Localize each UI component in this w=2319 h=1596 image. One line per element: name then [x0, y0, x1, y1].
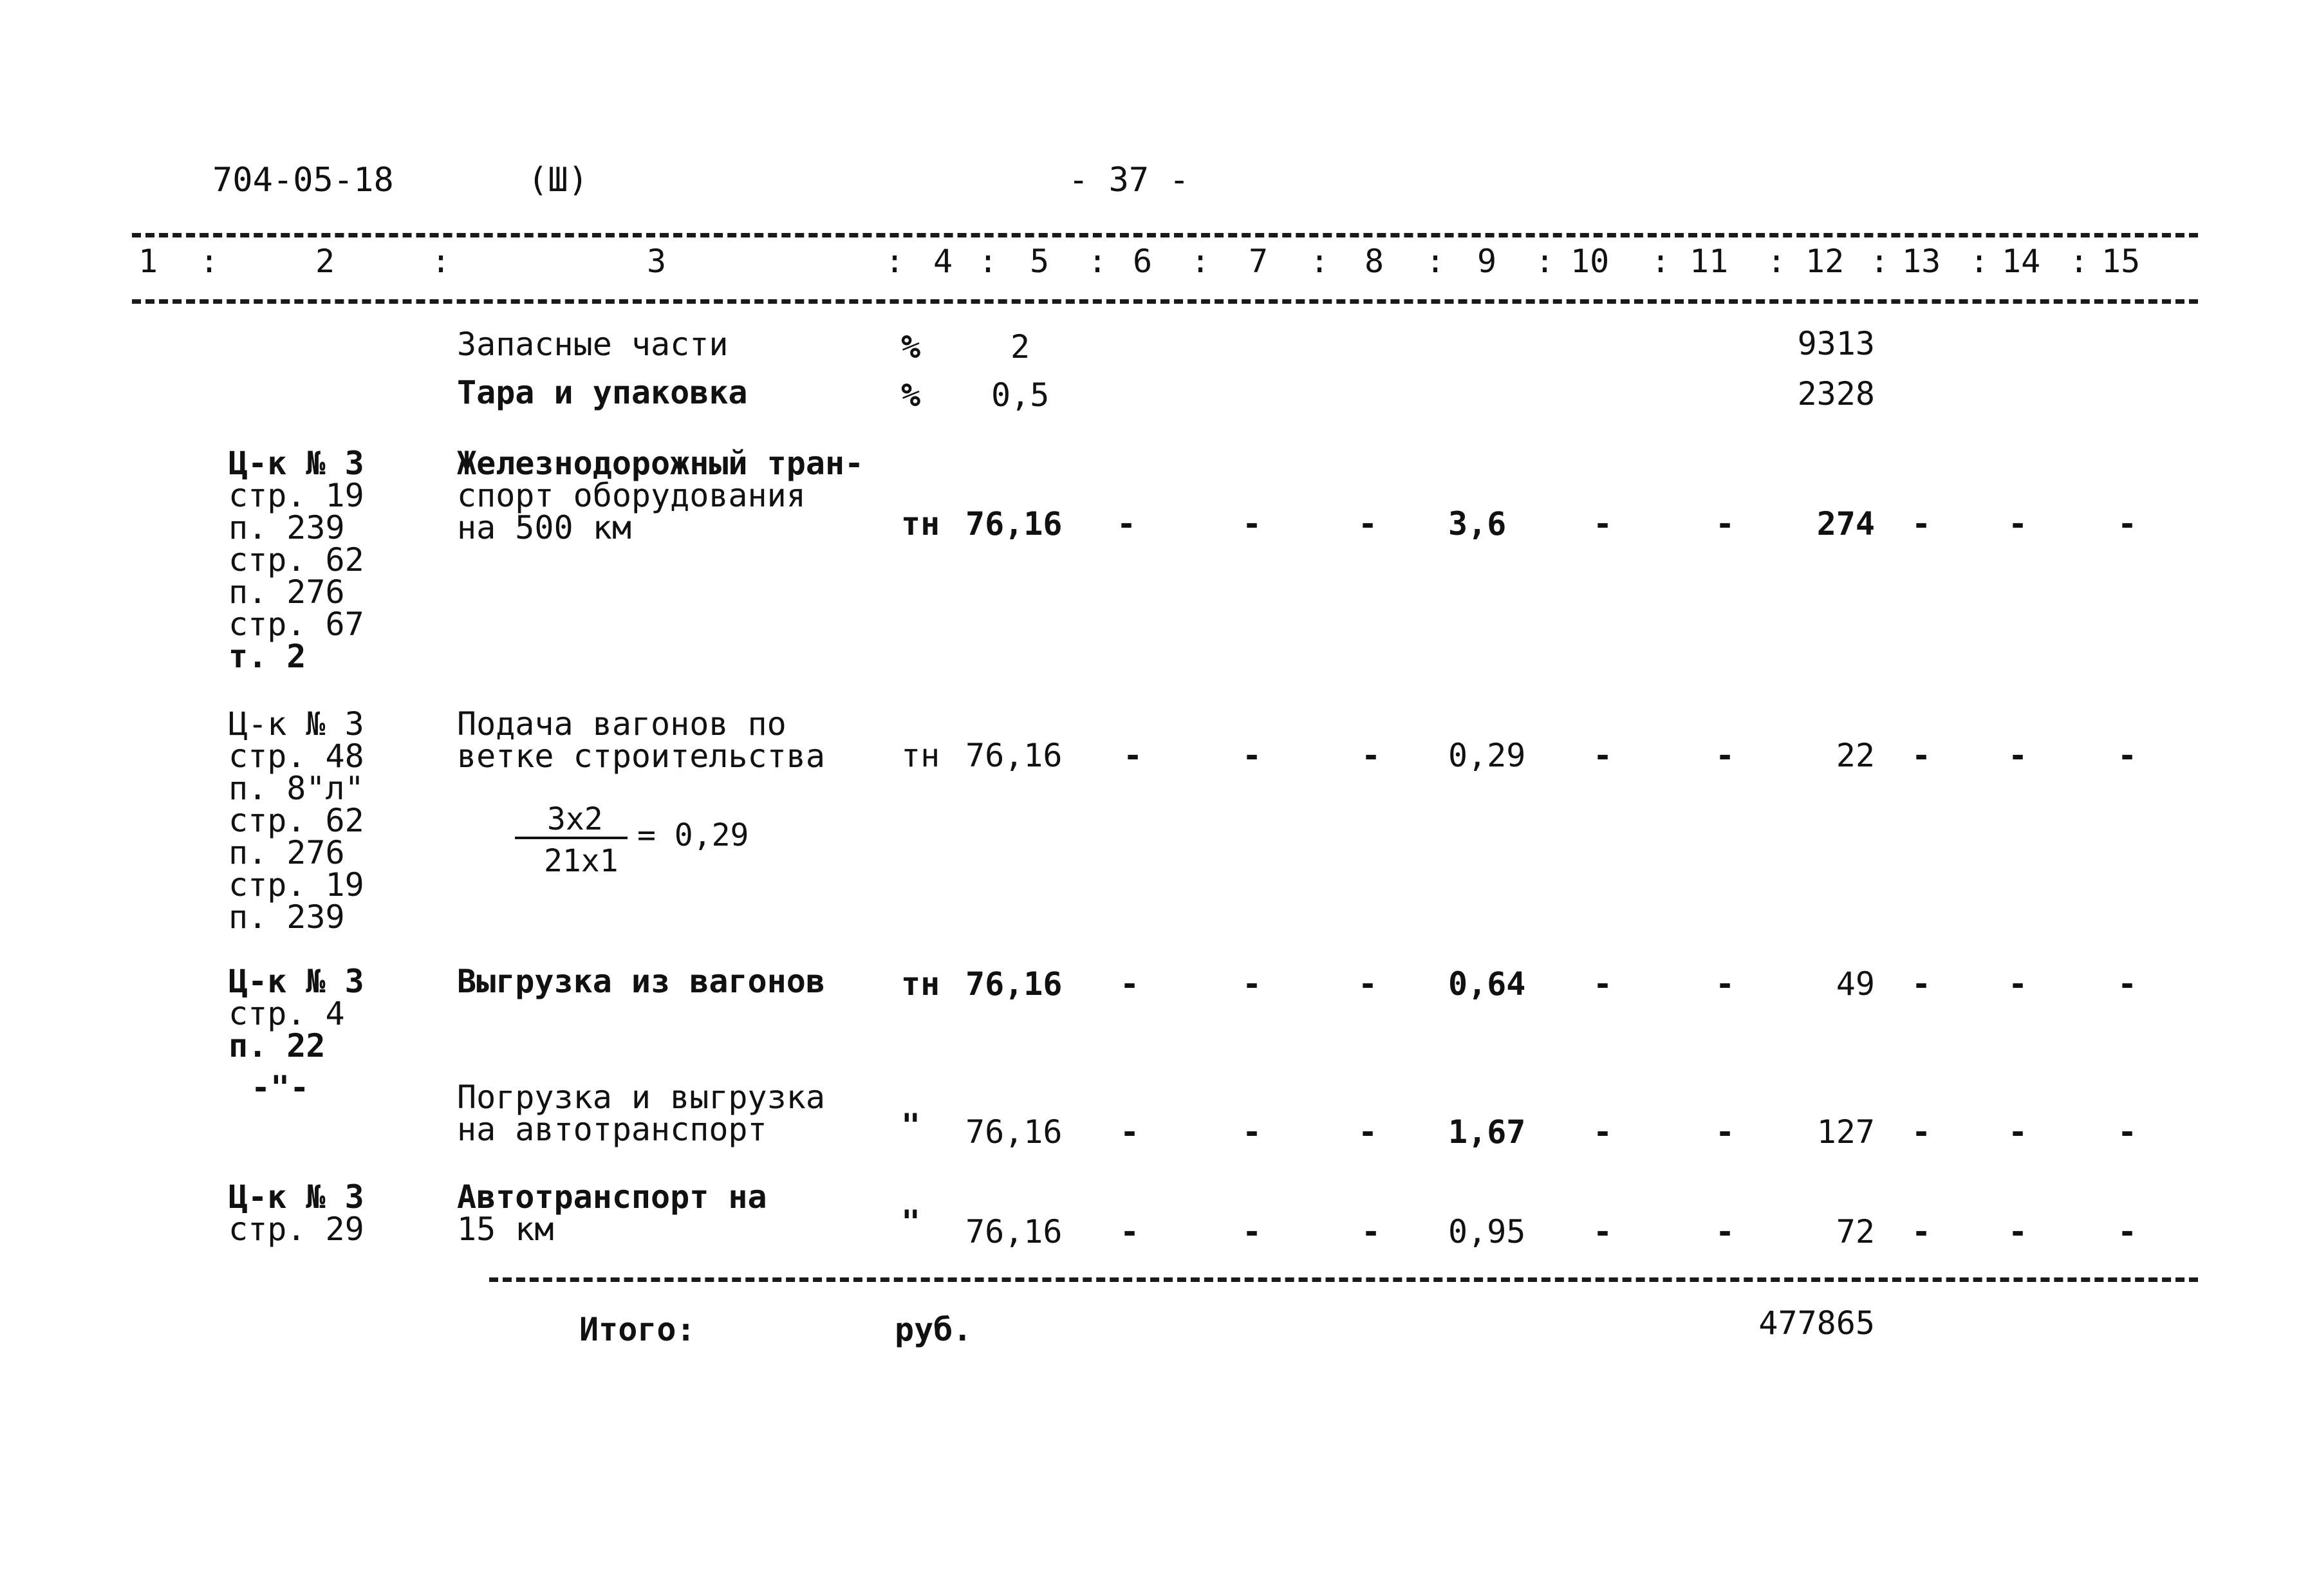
- ref-line: п. 8"л": [228, 770, 364, 807]
- dash-col7: -: [1242, 1213, 1262, 1250]
- row-col9-value: 1,67: [1448, 1113, 1526, 1151]
- ref-line: стр. 62: [228, 802, 364, 839]
- row-col9-value: 3,6: [1448, 505, 1507, 543]
- col-num-4: 4: [933, 243, 953, 280]
- dash-col14: -: [2008, 737, 2028, 774]
- dash-col13: -: [1912, 737, 1932, 774]
- row-col12-value: 72: [1836, 1213, 1875, 1250]
- ref-line: стр. 29: [228, 1211, 364, 1248]
- col-num-13: 13: [1902, 243, 1941, 280]
- dash-col8: -: [1361, 1213, 1381, 1250]
- col-num-2: 2: [315, 243, 335, 280]
- desc-line: на автотранспорт: [457, 1111, 767, 1148]
- col-separator: :: [1310, 243, 1330, 280]
- ref-line: стр. 4: [228, 995, 345, 1032]
- row-quantity: 76,16: [965, 965, 1063, 1003]
- dash-col15: -: [2118, 505, 2137, 543]
- dash-col6: -: [1120, 1113, 1140, 1151]
- ref-line: стр. 67: [228, 606, 364, 643]
- formula-fraction-bar: [515, 837, 628, 839]
- row-description: [457, 1178, 767, 1248]
- ref-line: Ц-к № 3: [228, 1178, 364, 1216]
- desc-line: Автотранспорт на: [457, 1178, 767, 1216]
- dash-col15: -: [2118, 1113, 2137, 1151]
- row-reference: [228, 705, 364, 936]
- row-unit: ": [901, 1203, 921, 1241]
- formula-denominator: 21x1: [544, 843, 619, 879]
- col-separator: :: [1767, 243, 1787, 280]
- row-quantity: 76,16: [965, 737, 1063, 774]
- dash-col11: -: [1715, 1213, 1735, 1250]
- dash-col11: -: [1715, 505, 1735, 543]
- row-quantity: 0,5: [991, 376, 1050, 414]
- dash-col8: -: [1358, 1113, 1378, 1151]
- row-unit: тн: [901, 505, 940, 543]
- ref-line: Ц-к № 3: [228, 963, 364, 1000]
- row-description: Запасные части: [457, 326, 729, 363]
- dash-col14: -: [2008, 505, 2028, 543]
- row-quantity: 76,16: [965, 1213, 1063, 1250]
- desc-line: Подача вагонов по: [457, 705, 787, 743]
- dash-col13: -: [1912, 1113, 1932, 1151]
- row-quantity: 76,16: [965, 1113, 1063, 1151]
- dash-col6: -: [1120, 1213, 1140, 1250]
- page-number: - 37 -: [1068, 161, 1189, 200]
- ref-line: п. 22: [228, 1027, 326, 1064]
- dash-col13: -: [1912, 505, 1932, 543]
- row-unit: тн: [901, 737, 940, 774]
- dash-col14: -: [2008, 965, 2028, 1003]
- row-reference: [228, 1178, 364, 1248]
- row-description: [457, 705, 825, 775]
- dash-col13: -: [1912, 965, 1932, 1003]
- col-separator: :: [1651, 243, 1671, 280]
- col-separator: :: [1970, 243, 1989, 280]
- dash-col13: -: [1912, 1213, 1932, 1250]
- col-separator: :: [1426, 243, 1446, 280]
- ref-line: стр. 19: [228, 866, 364, 904]
- col-num-12: 12: [1805, 243, 1845, 280]
- col-separator: :: [431, 243, 451, 280]
- dash-col10: -: [1593, 505, 1613, 543]
- dash-col11: -: [1715, 965, 1735, 1003]
- row-col12-value: 127: [1816, 1113, 1875, 1151]
- row-quantity: 76,16: [965, 505, 1063, 543]
- dash-col11: -: [1715, 1113, 1735, 1151]
- ref-line: п. 276: [228, 573, 345, 611]
- row-reference: [228, 447, 364, 673]
- dash-col14: -: [2008, 1113, 2028, 1151]
- row-reference: [228, 965, 364, 1062]
- col-num-7: 7: [1249, 243, 1269, 280]
- row-col9-value: 0,29: [1448, 737, 1526, 774]
- desc-line: спорт оборудования: [457, 477, 806, 514]
- desc-line: ветке строительства: [457, 738, 825, 775]
- dash-col8: -: [1361, 737, 1381, 774]
- col-separator: :: [200, 243, 219, 280]
- col-num-1: 1: [138, 243, 158, 280]
- row-unit: тн: [901, 965, 940, 1003]
- dash-col15: -: [2118, 737, 2137, 774]
- col-separator: :: [978, 243, 998, 280]
- dash-col15: -: [2118, 1213, 2137, 1250]
- col-separator: :: [885, 243, 905, 280]
- ref-line: п. 239: [228, 509, 345, 546]
- col-num-9: 9: [1477, 243, 1497, 280]
- col-separator: :: [2069, 243, 2089, 280]
- total-unit: руб.: [895, 1311, 973, 1348]
- col-num-11: 11: [1690, 243, 1729, 280]
- row-description: Выгрузка из вагонов: [457, 963, 825, 1000]
- dash-col14: -: [2008, 1213, 2028, 1250]
- ref-line: стр. 19: [228, 477, 364, 514]
- col-separator: :: [1870, 243, 1890, 280]
- row-col12-value: 49: [1836, 965, 1875, 1003]
- col-separator: :: [1535, 243, 1555, 280]
- dash-col10: -: [1593, 1113, 1613, 1151]
- dash-col10: -: [1593, 1213, 1613, 1250]
- row-quantity: 2: [1010, 328, 1030, 366]
- total-rule: [489, 1277, 2198, 1282]
- dash-col8: -: [1358, 505, 1378, 543]
- col-num-3: 3: [647, 243, 667, 280]
- row-description: [457, 1081, 825, 1146]
- dash-col15: -: [2118, 965, 2137, 1003]
- desc-line: на 500 км: [457, 509, 631, 546]
- dash-col7: -: [1242, 505, 1262, 543]
- row-col12-value: 274: [1816, 505, 1875, 543]
- ref-line: Ц-к № 3: [228, 445, 364, 482]
- desc-line: Железнодорожный тран-: [457, 445, 864, 482]
- row-col12-value: 2328: [1797, 375, 1875, 413]
- dash-col7: -: [1242, 965, 1262, 1003]
- col-separator: :: [1191, 243, 1211, 280]
- header-bottom-rule: [132, 299, 2198, 304]
- formula-numerator: 3x2: [547, 801, 603, 837]
- row-col12-value: 9313: [1797, 325, 1875, 362]
- ref-line: п. 239: [228, 898, 345, 936]
- ref-line: Ц-к № 3: [228, 705, 364, 743]
- desc-line: 15 км: [457, 1211, 554, 1248]
- col-separator: :: [1088, 243, 1108, 280]
- dash-col6: -: [1120, 965, 1140, 1003]
- col-num-8: 8: [1364, 243, 1384, 280]
- dash-col10: -: [1593, 737, 1613, 774]
- col-num-6: 6: [1133, 243, 1153, 280]
- formula-result: = 0,29: [637, 817, 749, 853]
- document-code: 704-05-18: [212, 161, 394, 200]
- dash-col7: -: [1242, 737, 1262, 774]
- dash-col10: -: [1593, 965, 1613, 1003]
- top-rule: [132, 233, 2198, 237]
- col-num-10: 10: [1570, 243, 1610, 280]
- row-unit: %: [901, 376, 921, 414]
- total-label: Итого:: [579, 1311, 696, 1348]
- row-reference: -"-: [251, 1069, 310, 1106]
- dash-col8: -: [1358, 965, 1378, 1003]
- ref-line: п. 276: [228, 834, 345, 871]
- dash-col6: -: [1117, 505, 1137, 543]
- row-col9-value: 0,64: [1448, 965, 1526, 1003]
- document-part: (Ш): [528, 161, 588, 200]
- row-description: Тара и упаковка: [457, 374, 748, 411]
- dash-col6: -: [1123, 737, 1143, 774]
- total-value: 477865: [1758, 1304, 1875, 1342]
- ref-line: стр. 62: [228, 541, 364, 579]
- col-num-5: 5: [1030, 243, 1050, 280]
- desc-line: Погрузка и выгрузка: [457, 1079, 825, 1116]
- ref-line: т. 2: [228, 638, 306, 675]
- row-unit: %: [901, 328, 921, 366]
- dash-col7: -: [1242, 1113, 1262, 1151]
- col-num-15: 15: [2101, 243, 2141, 280]
- row-col9-value: 0,95: [1448, 1213, 1526, 1250]
- row-unit: ": [901, 1107, 921, 1144]
- row-description: [457, 447, 864, 544]
- col-num-14: 14: [2002, 243, 2041, 280]
- row-col12-value: 22: [1836, 737, 1875, 774]
- dash-col11: -: [1715, 737, 1735, 774]
- ref-line: стр. 48: [228, 738, 364, 775]
